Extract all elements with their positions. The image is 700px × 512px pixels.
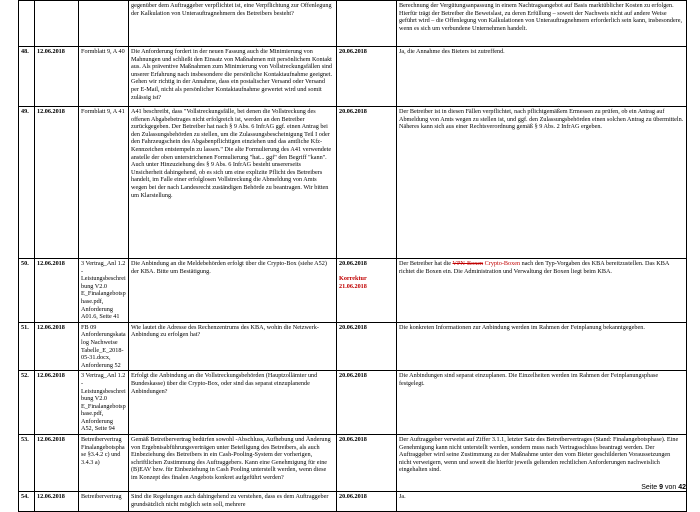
answer-text: Berechnung der Vergütungsanpassung in einem Nachtragsangebot auf Basis marktüblicher Kosten zu erfolgen. Hierfür trägt der Betreiber die Beweislast, zu deren Erfüllung – soweit der Nachweis nicht auf andere Weise geführt wird – die Offenlegung von Kalkulationen von Unterauftragnehmern erforderlich sein kann, insbesondere, wenn es sich um verbundene Unternehmen handelt. [397,1,687,47]
reference: FB 09 Anforderungskatalog Nachweise Tabelle_E_2018-05-31.docx, Anforderung 52 [79,322,129,371]
table-row [19,107,687,259]
row-number [19,1,35,47]
answer-text: Der Betreiber ist in diesen Fällen verpflichtet, nach pflichtgemäßem Ermessen zu prüfen, ob ein Antrag auf Abmeldung von Amts wegen zu stellen ist, und ggf. den Zulassungsbehörden einen solchen Antrag zu übermitteln. Näheres kann sich aus einer Rechtsverordnung gemäß § 9 Abs. 2 InfrAG ergeben. [397,107,687,259]
question-date: 12.06.2018 [35,47,79,107]
question-text: Die Anforderung fordert in der neuen Fassung auch die Minimierung von Mahnungen und schließt den Einsatz von Maßnahmen mit persönlichem Kontakt aus. Als präventive Maßnahmen zum Minimierung von Vollstreckungsfällen sind unserer Erfahrung nach insbesondere die persönliche Kontaktaufnahme geeignet. Gehen wir richtig in der Annahme, dass ein postalischer Versand oder Versand per E-Mail, nicht als persönlicher Kontaktaufnahme gewertet wird und somit zulässig ist? [129,47,337,107]
reference: 3 Vertrag_Anl 1.2 - Leistungsbeschreibung V2.0 E_Finalangebotsphase.pdf, Anforderung A52, Seite 94 [79,371,129,435]
table-row [19,435,687,492]
answer-date [337,1,397,47]
answer-date [337,107,397,259]
question-text: Erfolgt die Anbindung an die Vollstreckungsbehörden (Hauptzollämter und Bundeskasse) über die Crypto-Box, oder sind das separat einzuplanende Anbindungen? [129,371,337,435]
question-text: gegenüber dem Auftraggeber verpflichtet ist, eine Verpflichtung zur Offenlegung der Kalkulation von Unterauftragnehmern des Betreibers besteht? [129,1,337,47]
question-date: 12.06.2018 [35,492,79,512]
question-date: 12.06.2018 [35,107,79,259]
answer-date [337,259,397,323]
question-text: Gemäß Betreibervertrag bedürfen sowohl -Abschluss, Aufhebung und Änderung von Ergebnisabführungsverträgen unter Beteiligung des Betreibers, als auch Einbeziehung des Betreibers in ein Cash-Pooling-System der vorherigen, schriftlichen Zustimmung des Auftraggebers. Kann eine Genehmigung für eine (B)EAV bzw. für Einbeziehung in Cash Pooling unterstellt werden, wenn diese im Konzept des finalen Angebots konkret aufgeführt werden? [129,435,337,492]
page-number: 9 [659,484,664,491]
answer-text: Die konkreten Informationen zur Anbindung werden im Rahmen der Feinplanung bekanntgegeben. [397,322,687,371]
answer-post: nach den Typ-Vorgaben des KBA bereitzustellen. Das KBA richtet die Boxen ein. Die Administration und Verwaltung der Boxen liegt beim KBA. [399,260,669,275]
row-number: 48. [19,47,35,107]
answer-text: Ja. [397,492,687,512]
row-number: 54. [19,492,35,512]
answer-date-value: 20.06.2018 [339,436,367,444]
reference: Formblatt 9, A 40 [79,47,129,107]
answer-text: Der Auftraggeber verweist auf Ziffer 3.1.1, letzter Satz des Betreibervertrages (Stand: Finalangebotsphase). Eine Genehmigung kann nicht unterstellt werden, sondern muss nach Vertragsschluss beantragt werden. Der Auftraggeber wird seine Zustimmung zu der Maßnahme unter den vom Bieter geschilderten Voraussetzungen nicht verweigern, wenn und soweit die hierfür jeweils geltenden rechtlichen Anforderungen nachweislich eingehalten sind. [397,435,687,492]
answer-date [337,322,397,371]
row-number: 50. [19,259,35,323]
row-number: 49. [19,107,35,259]
question-date: 12.06.2018 [35,259,79,323]
answer-date-value: 20.06.2018 [339,323,367,331]
table-row [19,492,687,512]
table-row [19,322,687,371]
question-date [35,1,79,47]
table-row [19,371,687,435]
question-text: Wie lautet die Adresse des Rechenzentrums des KBA, wohin die Netzwerk-Anbindung zu erfolgen hat? [129,322,337,371]
answer-text: Ja, die Annahme des Bieters ist zutreffend. [397,47,687,107]
table-row [19,1,687,47]
answer-date-value: 20.06.2018 [339,48,367,55]
row-number: 52. [19,371,35,435]
correction-note: Korrektur 21.06.2018 [339,275,367,290]
reference: Formblatt 9, A 41 [79,107,129,259]
question-date: 12.06.2018 [35,371,79,435]
table-row [19,47,687,107]
table-row [19,259,687,323]
answer-date-value: 20.06.2018 [339,493,367,501]
answer-date [337,47,397,107]
question-text: A41 beschreibt, dass "Vollstreckungsfälle, bei denen die Vollstreckung des offenen Abgabebetrages nicht erfolgreich ist, werden an den Betreiber zurückgegeben. Der Betreiber hat nach § 9 Abs. 6 InfrAG ggf. einen Antrag bei den Zulassungsbehörden zu stellen, um die Zulassungsbescheinigung Teil I oder den Fahrzeugschein des Abgabenpflichtigen einziehen und das amtliche Kfz-Kennzeichen entstempeln zu lassen." Die alte Formulierung des A41 verwendete anstelle der oben unterstrichenen Formulierung "hat... ggf" den Begriff "kann". Auch unter Hinzuziehung des § 9 Abs. 6 InfrAG besteht unsererseits Unsicherheit dahingehend, ob es sich um eine explizite Pflicht des Betreibers handelt, im Falle einer erfolglosen Vollstreckung die Abmeldung von Amts wegen bei der nach Landesrecht zuständigen Behörde zu beantragen. Wir bitten um Klarstellung. [129,107,337,259]
answer-text: Die Anbindungen sind separat einzuplanen. Die Einzelheiten werden im Rahmen der Feinplanungsphase festgelegt. [397,371,687,435]
reference [79,1,129,47]
question-text: Die Anbindung an die Meldebehörden erfolgt über die Crypto-Box (siehe A52) der KBA. Bitte um Bestätigung. [129,259,337,323]
row-number: 53. [19,435,35,492]
qa-table [18,0,687,512]
answer-date-value: 20.06.2018 [339,372,367,380]
answer-text [397,259,687,323]
reference: 3 Vertrag_Anl 1.2 - Leistungsbeschreibung V2.0 E_Finalangebotsphase.pdf, Anforderung A01.6, Seite 41 [79,259,129,323]
reference: Betreibervertrag [79,492,129,512]
answer-date [337,435,397,492]
answer-date [337,371,397,435]
page-footer: Seite 9 von 42 [641,484,686,491]
answer-date [337,492,397,512]
question-text: Sind die Regelungen auch dahingehend zu verstehen, dass es dem Auftraggeber grundsätzlich nicht möglich sein soll, mehrere [129,492,337,512]
row-number: 51. [19,322,35,371]
question-date: 12.06.2018 [35,322,79,371]
reference: Betreibervertrag Finalangebotsphase §3.4.2 c) und 3.4.3 a) [79,435,129,492]
answer-date-value: 20.06.2018 [339,108,367,115]
answer-pre: Der Betreiber hat die [399,260,453,267]
answer-date-value: 20.06.2018 [339,260,367,267]
question-date: 12.06.2018 [35,435,79,492]
answer-strike: VPN-Boxen [452,260,484,267]
answer-ins: Crypto-Boxen [483,260,521,267]
page-total: 42 [678,484,686,491]
